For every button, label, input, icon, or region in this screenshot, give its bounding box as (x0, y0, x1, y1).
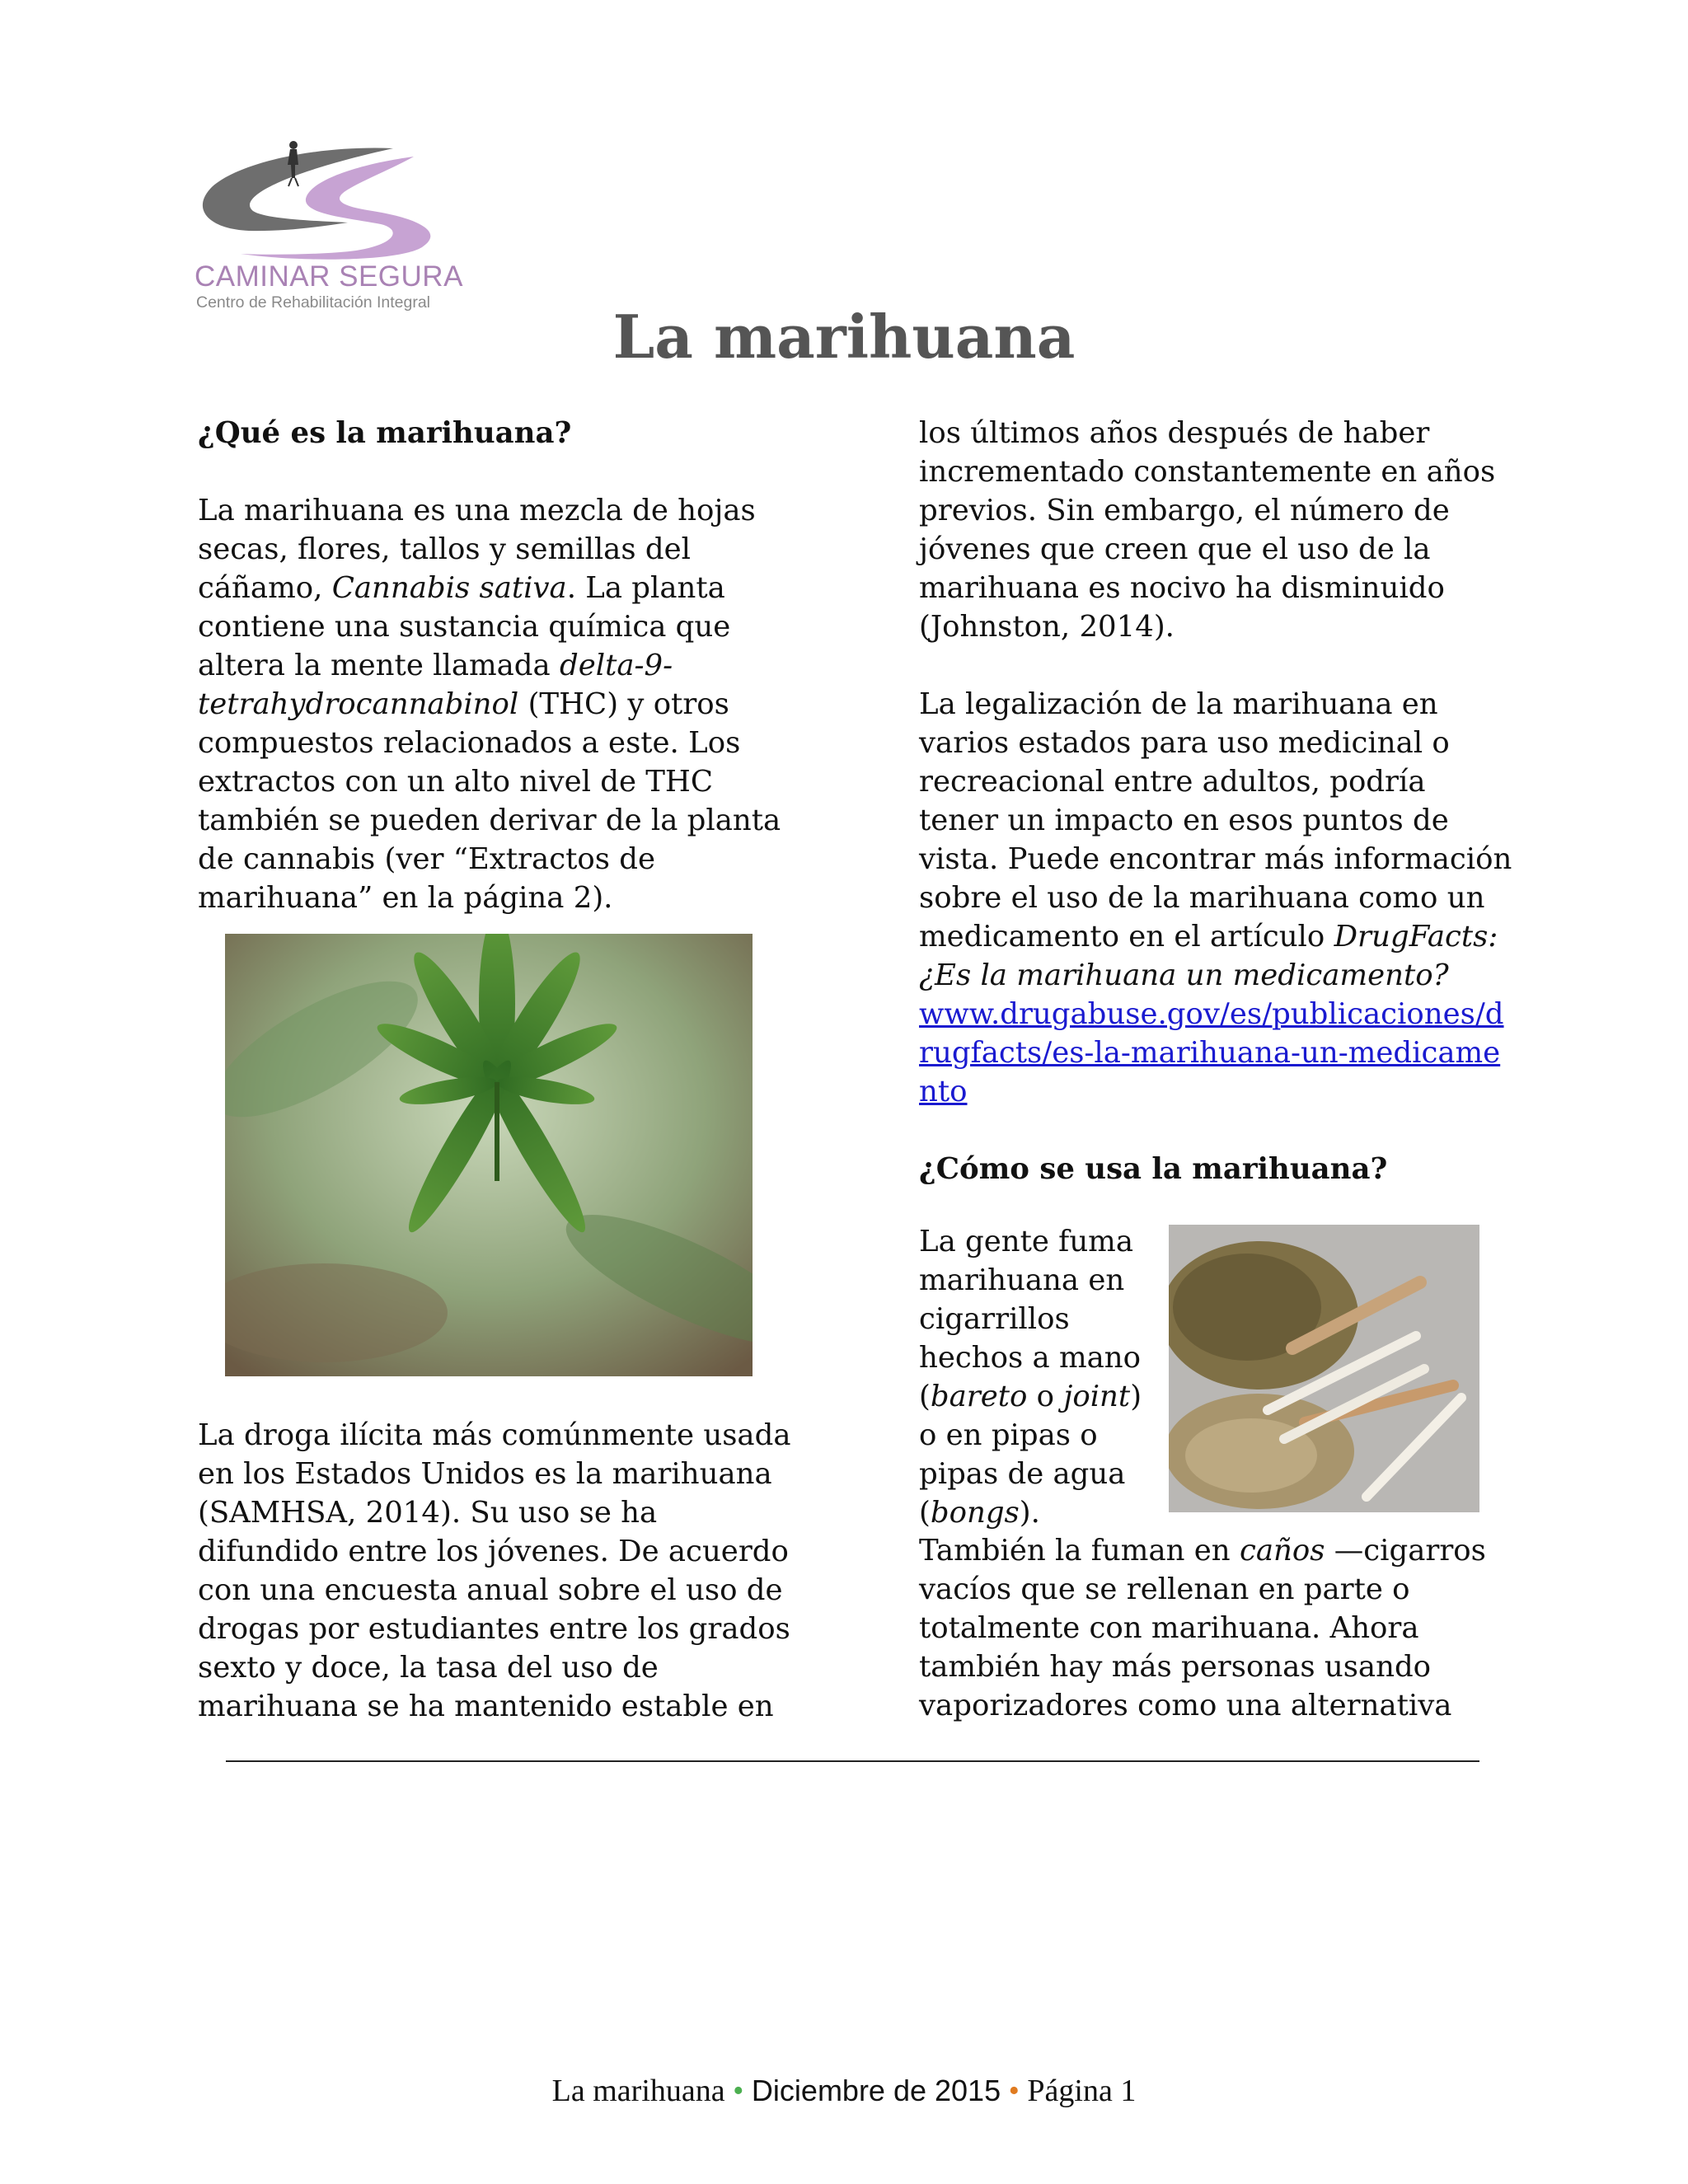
footer-date: Diciembre de 2015 (751, 2074, 1001, 2107)
paragraph-definition: La marihuana es una mezcla de hojas secas, flores, tallos y semillas del cáñamo, Cannabis sativa. La planta contiene una sustancia química que altera la mente llamada delta-9-tetrahydrocannabinol (THC) y otros compuestos relacionados a este. Los extractos con un alto nivel de THC también se pueden derivar de la planta de cannabis (ver “Extractos de marihuana” en la página 2). (198, 494, 781, 915)
cannabis-leaf-photo (225, 934, 753, 1376)
logo-tagline: Centro de Rehabilitación Integral (196, 293, 431, 312)
logo-swoosh-icon (191, 138, 463, 262)
section-heading-what: ¿Qué es la marihuana? (198, 416, 572, 450)
footer-page-number: Página 1 (1027, 2074, 1137, 2108)
page-footer (0, 2073, 1688, 2109)
caminar-segura-logo (191, 138, 463, 320)
drugfacts-link[interactable]: www.drugabuse.gov/es/publicaciones/drugfacts/es-la-marihuana-un-medicamento (919, 997, 1504, 1108)
right-column (919, 414, 1512, 1188)
left-column-continued (198, 1416, 791, 1726)
right-column-wrap-text (919, 1222, 1166, 1532)
page-title: La marihuana (612, 302, 1076, 372)
section-heading-how: ¿Cómo se usa la marihuana? (919, 1152, 1388, 1186)
paragraph-youth-trend: los últimos años después de haber incrementado constantemente en años previos. Sin embargo, el número de jóvenes que creen que el uso de la marihuana es nocivo ha disminuido (Johnston, 2014). (919, 416, 1496, 644)
left-column (198, 414, 791, 917)
logo-name: CAMINAR SEGURA (195, 260, 463, 293)
paragraph-usage-stats: La droga ilícita más comúnmente usada en los Estados Unidos es la marihuana (SAMHSA, 2014). Su uso se ha difundido entre los jóvenes. De acuerdo con una encuesta anual sobre el uso de drogas por estudiantes entre los grados sexto y doce, la tasa del uso de marihuana se ha mantenido estable en (198, 1418, 791, 1723)
footer-title: La marihuana (551, 2074, 725, 2108)
right-column-continued (919, 1531, 1512, 1725)
footer-separator: • (1008, 2074, 1020, 2108)
paragraph-smoking-methods: La gente fuma marihuana en cigarrillos hechos a mano (bareto o joint) o en pipas o pipas de agua (bongs). (919, 1225, 1142, 1530)
paragraph-legalization: La legalización de la marihuana en varios estados para uso medicinal o recreacional entre adultos, podría tener un impacto en esos puntos de vista. Puede encontrar más información sobre el uso de la marihuana como un medicamento en el artículo DrugFacts: ¿Es la marihuana un medicamento? www.drugabuse.gov/es/publicaciones/drugfacts/es-la-marihuana-un-medicamento (919, 687, 1512, 1108)
paragraph-blunts-vaporizers: También la fuman en caños —cigarros vacíos que se rellenan en parte o totalmente con marihuana. Ahora también hay más personas usando vaporizadores como una alternativa (919, 1534, 1486, 1722)
footer-separator: • (733, 2074, 744, 2108)
joints-photo (1169, 1225, 1479, 1512)
footer-divider (226, 1760, 1479, 1762)
